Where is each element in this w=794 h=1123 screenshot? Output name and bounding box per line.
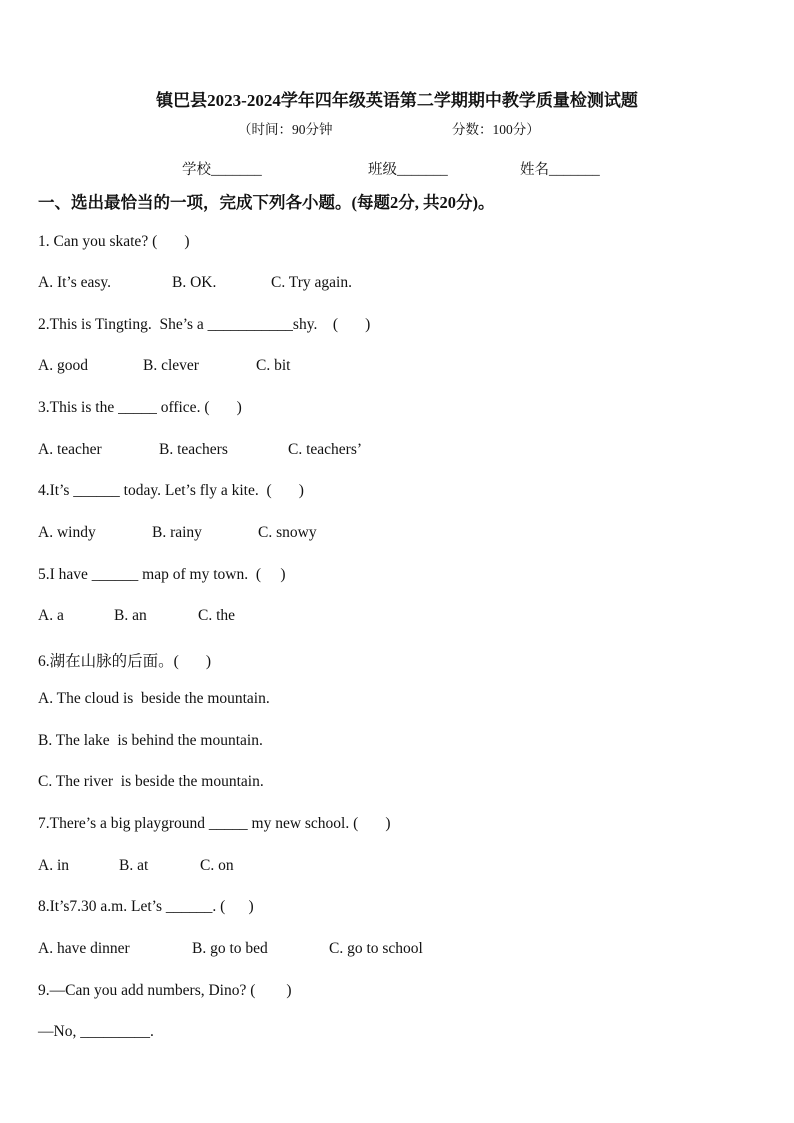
question-stem: 6.湖在山脉的后面。( ) xyxy=(38,653,212,670)
option-a: A. It’s easy. xyxy=(38,274,112,291)
question-stem: 2.This is Tingting. She’s a ___________shy. ( ) xyxy=(38,316,371,333)
school-field: 学校_______ xyxy=(182,162,262,178)
option-c: C. Try again. xyxy=(271,274,352,291)
name-field: 姓名_______ xyxy=(520,162,600,178)
exam-title: 镇巴县2023-2024学年四年级英语第二学期期中教学质量检测试题 xyxy=(156,91,638,110)
time-label: （时间：90分钟 xyxy=(238,122,333,137)
question-stem: 5.I have ______ map of my town. ( ) xyxy=(38,566,286,583)
question-stem: 8.It’s7.30 a.m. Let’s ______. ( ) xyxy=(38,898,254,915)
question-options xyxy=(38,524,317,542)
option-a: A. good xyxy=(38,357,88,374)
option-c: C. snowy xyxy=(258,524,317,541)
question-options xyxy=(38,274,352,292)
option-b: B. rainy xyxy=(152,524,202,541)
option-c: C. the xyxy=(198,607,236,624)
option-b: B. teachers xyxy=(159,441,228,458)
option-b: B. go to bed xyxy=(192,940,268,957)
question-options xyxy=(38,441,362,459)
question-stem: 7.There’s a big playground _____ my new school. ( ) xyxy=(38,815,391,832)
option-b: B. OK. xyxy=(172,274,217,291)
option-a: A. have dinner xyxy=(38,940,130,957)
option-a: A. teacher xyxy=(38,441,102,458)
question-stem: 3.This is the _____ office. ( ) xyxy=(38,399,242,416)
question-stem: 4.It’s ______ today. Let’s fly a kite. ( ) xyxy=(38,482,304,499)
answer-line: —No, _________. xyxy=(38,1023,154,1040)
option-c: C. bit xyxy=(256,357,291,374)
option-b: B. at xyxy=(119,857,149,874)
option-line: C. The river is beside the mountain. xyxy=(38,773,264,790)
option-b: B. clever xyxy=(143,357,199,374)
option-c: C. go to school xyxy=(329,940,423,957)
option-line: B. The lake is behind the mountain. xyxy=(38,732,263,749)
question-options xyxy=(38,607,235,625)
question-stem: 9.—Can you add numbers, Dino? ( ) xyxy=(38,982,292,999)
option-a: A. in xyxy=(38,857,69,874)
score-label: 分数：100分） xyxy=(452,122,540,137)
option-a: A. a xyxy=(38,607,64,624)
option-a: A. windy xyxy=(38,524,96,541)
class-field: 班级_______ xyxy=(368,162,448,178)
question-options xyxy=(38,940,423,958)
section-heading: 一、选出最恰当的一项，完成下列各小题。(每题2分, 共20分)。 xyxy=(38,193,495,212)
option-c: C. teachers’ xyxy=(288,441,363,458)
question-stem: 1. Can you skate? ( ) xyxy=(38,233,190,250)
option-b: B. an xyxy=(114,607,147,624)
option-c: C. on xyxy=(200,857,234,874)
option-line: A. The cloud is beside the mountain. xyxy=(38,690,270,707)
question-options xyxy=(38,857,234,875)
question-options xyxy=(38,357,290,375)
